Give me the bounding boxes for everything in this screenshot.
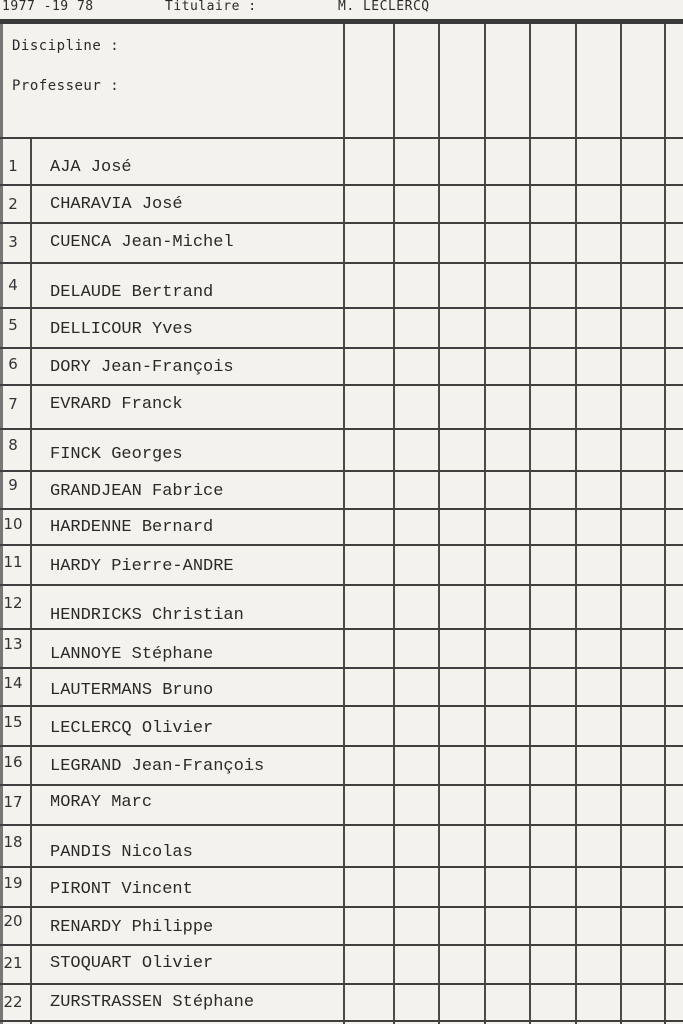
grid-column-line — [620, 24, 622, 1024]
student-number: 19 — [3, 874, 23, 892]
grid-row-line — [0, 222, 683, 224]
grid-row-line — [0, 470, 683, 472]
grid-row-line — [0, 784, 683, 786]
student-number: 7 — [8, 395, 18, 413]
student-name: HARDENNE Bernard — [50, 518, 214, 537]
grid-row-line — [0, 428, 683, 430]
grid-row-line — [0, 628, 683, 630]
grid-row-line — [0, 906, 683, 908]
student-name: ZURSTRASSEN Stéphane — [50, 993, 255, 1012]
student-name: PIRONT Vincent — [50, 880, 193, 899]
grid-row-line — [0, 544, 683, 546]
professeur-label: Professeur : — [12, 78, 120, 94]
header-line — [0, 0, 683, 20]
grid-column-line — [575, 24, 577, 1024]
student-number: 16 — [3, 753, 23, 771]
student-number: 14 — [3, 674, 23, 692]
grid-row-line — [0, 1020, 683, 1022]
grid-row-line — [0, 347, 683, 349]
student-name: AJA José — [50, 158, 132, 177]
grid-row-line — [0, 384, 683, 386]
grid-column-line — [484, 24, 486, 1024]
student-number: 9 — [8, 476, 18, 494]
student-name: DELLICOUR Yves — [50, 320, 193, 339]
titulaire-label: Titulaire : — [165, 0, 257, 14]
student-name: PANDIS Nicolas — [50, 843, 193, 862]
student-number: 2 — [8, 195, 18, 213]
student-name: STOQUART Olivier — [50, 954, 214, 973]
student-number: 6 — [8, 355, 18, 373]
student-name: RENARDY Philippe — [50, 918, 214, 937]
student-number: 4 — [8, 276, 18, 294]
student-name: FINCK Georges — [50, 445, 183, 464]
grid-row-line — [0, 184, 683, 186]
discipline-label: Discipline : — [12, 38, 120, 54]
student-name: LANNOYE Stéphane — [50, 645, 214, 664]
student-number: 5 — [8, 316, 18, 334]
student-number: 13 — [3, 635, 23, 653]
school-years: 1977 -19 78 — [2, 0, 94, 14]
student-name: HARDY Pierre-ANDRE — [50, 557, 234, 576]
grid-column-line — [529, 24, 531, 1024]
grid-row-line — [0, 262, 683, 264]
student-number: 21 — [3, 954, 23, 972]
student-number: 8 — [8, 436, 18, 454]
grid-row-line — [0, 866, 683, 868]
student-name: CHARAVIA José — [50, 195, 183, 214]
student-number: 3 — [8, 233, 18, 251]
student-name: LECLERCQ Olivier — [50, 719, 214, 738]
student-number: 20 — [3, 912, 23, 930]
grid-column-line — [438, 24, 440, 1024]
grid-row-line — [0, 508, 683, 510]
student-name: LEGRAND Jean-François — [50, 757, 265, 776]
grid-row-line — [0, 307, 683, 309]
grid-column-line — [343, 24, 345, 1024]
student-number: 15 — [3, 713, 23, 731]
grid-row-line — [0, 745, 683, 747]
student-name: HENDRICKS Christian — [50, 606, 244, 625]
student-name: DELAUDE Bertrand — [50, 283, 214, 302]
grid-row-line — [0, 584, 683, 586]
student-number: 18 — [3, 833, 23, 851]
grid-column-line — [664, 24, 666, 1024]
student-name: DORY Jean-François — [50, 358, 234, 377]
student-name: LAUTERMANS Bruno — [50, 681, 214, 700]
grid-row-line — [0, 824, 683, 826]
titulaire-name: M. LECLERCQ — [338, 0, 430, 14]
grid-row-line — [0, 137, 683, 139]
grid-row-line — [0, 705, 683, 707]
student-name: MORAY Marc — [50, 793, 153, 812]
student-name: CUENCA Jean-Michel — [50, 233, 234, 252]
grid-row-line — [0, 667, 683, 669]
student-name: EVRARD Franck — [50, 395, 183, 414]
student-number: 1 — [8, 157, 18, 175]
student-number: 11 — [3, 553, 23, 571]
grid-row-line — [0, 944, 683, 946]
grid-row-line — [0, 983, 683, 985]
student-number: 12 — [3, 594, 23, 612]
grid-column-line — [393, 24, 395, 1024]
number-column-divider — [30, 137, 32, 1024]
student-number: 10 — [3, 515, 23, 533]
header-rule — [0, 19, 683, 24]
student-number: 22 — [3, 993, 23, 1011]
student-number: 17 — [3, 793, 23, 811]
student-name: GRANDJEAN Fabrice — [50, 482, 224, 501]
